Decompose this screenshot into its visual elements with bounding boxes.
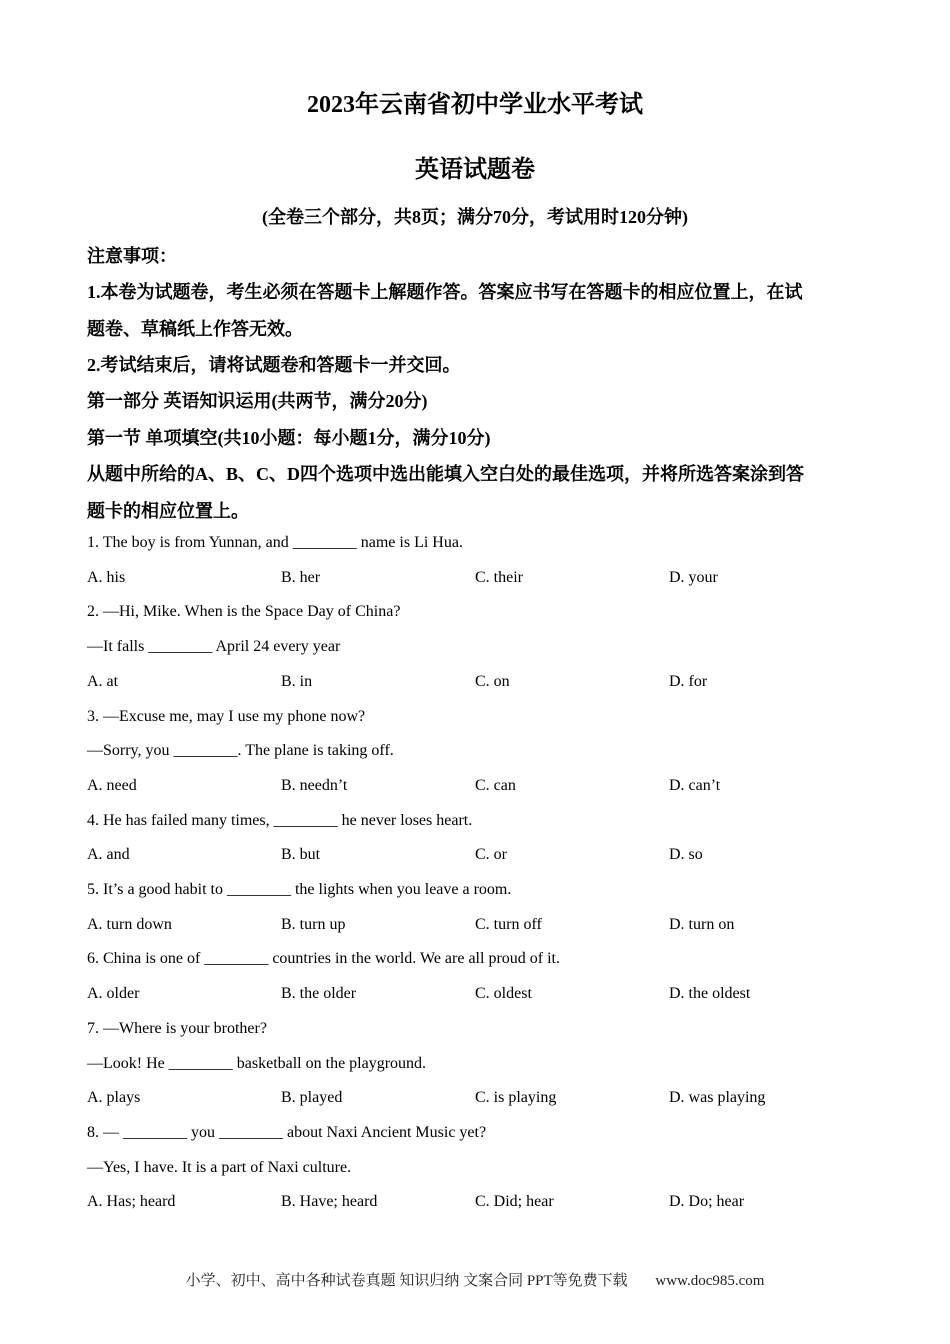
question-1-option-c: C. their [475, 568, 523, 586]
question-4-option-a: A. and [87, 846, 130, 864]
question-2-option-a: A. at [87, 672, 119, 690]
question-8-option-c: C. Did; hear [475, 1193, 554, 1211]
question-5-option-c: C. turn off [475, 915, 542, 933]
question-1-line-1: 1. The boy is from Yunnan, and ________ name is Li Hua. [87, 534, 463, 551]
question-7-line-2: —Look! He ________ basketball on the playground. [87, 1054, 427, 1072]
notes-heading: 注意事项： [87, 246, 177, 266]
question-5-option-d: D. turn on [669, 915, 735, 933]
instructions-line-1: 从题中所给的A、B、C、D四个选项中选出能填入空白处的最佳选项，并将所选答案涂到答 [87, 464, 804, 484]
question-1-option-d: D. your [669, 568, 718, 586]
exam-info: (全卷三个部分，共8页；满分70分，考试用时120分钟) [262, 207, 688, 227]
question-3-option-c: C. can [475, 776, 516, 794]
question-8-line-2: —Yes, I have. It is a part of Naxi culture. [87, 1158, 352, 1176]
question-8-option-d: D. Do; hear [669, 1193, 745, 1211]
question-2-line-2: —It falls ________ April 24 every year [87, 638, 341, 656]
question-2-option-b: B. in [281, 672, 313, 690]
note-item-2: 2.考试结束后，请将试题卷和答题卡一并交回。 [87, 355, 461, 375]
footer-url: www.doc985.com [655, 1273, 765, 1289]
note-item-1-line-1: 1.本卷为试题卷，考生必须在答题卡上解题作答。答案应书写在答题卡的相应位置上，在试 [87, 282, 803, 302]
question-1-option-b: B. her [281, 568, 321, 586]
question-3-option-b: B. needn’t [281, 776, 348, 794]
question-3-line-2: —Sorry, you ________. The plane is taking off. [87, 742, 394, 760]
question-8-line-1: 8. — ________ you ________ about Naxi Ancient Music yet? [87, 1123, 487, 1141]
question-3-option-a: A. need [87, 776, 137, 794]
question-7-line-1: 7. —Where is your brother? [87, 1019, 267, 1037]
question-3-line-1: 3. —Excuse me, may I use my phone now? [87, 707, 366, 725]
question-5-option-b: B. turn up [281, 915, 346, 933]
question-7-option-c: C. is playing [475, 1089, 557, 1107]
question-8-option-a: A. Has; heard [87, 1193, 176, 1211]
footer-text: 小学、初中、高中各种试卷真题 知识归纳 文案合同 PPT等免费下载 [185, 1273, 628, 1289]
question-7-option-a: A. plays [87, 1089, 141, 1107]
question-6-option-a: A. older [87, 985, 140, 1003]
question-6-option-b: B. the older [281, 985, 357, 1003]
question-6-line-1: 6. China is one of ________ countries in the world. We are all proud of it. [87, 950, 560, 968]
question-6-option-d: D. the oldest [669, 985, 751, 1003]
note-item-1-line-2: 题卷、草稿纸上作答无效。 [87, 319, 303, 339]
question-5-line-1: 5. It’s a good habit to ________ the lights when you leave a room. [87, 881, 512, 898]
question-3-option-d: D. can’t [669, 776, 721, 794]
page-footer [0, 1269, 950, 1290]
question-4-option-d: D. so [669, 846, 703, 864]
question-2-line-1: 2. —Hi, Mike. When is the Space Day of China? [87, 603, 401, 621]
part1-heading: 第一部分 英语知识运用(共两节，满分20分) [87, 391, 428, 411]
question-7-option-b: B. played [281, 1089, 343, 1107]
question-2-option-d: D. for [669, 672, 708, 690]
question-6-option-c: C. oldest [475, 985, 532, 1003]
question-4-option-b: B. but [281, 846, 321, 864]
exam-title: 2023年云南省初中学业水平考试 [307, 92, 643, 118]
question-4-option-c: C. or [475, 846, 507, 864]
question-8-option-b: B. Have; heard [281, 1193, 378, 1211]
question-5-option-a: A. turn down [87, 915, 172, 933]
instructions-line-2: 题卡的相应位置上。 [87, 501, 249, 521]
exam-subtitle: 英语试题卷 [415, 157, 535, 183]
question-7-option-d: D. was playing [669, 1089, 766, 1107]
question-2-option-c: C. on [475, 672, 510, 690]
question-4-line-1: 4. He has failed many times, ________ he never loses heart. [87, 811, 473, 829]
section1-heading: 第一节 单项填空(共10小题：每小题1分，满分10分) [87, 428, 491, 448]
question-1-option-a: A. his [87, 568, 126, 586]
